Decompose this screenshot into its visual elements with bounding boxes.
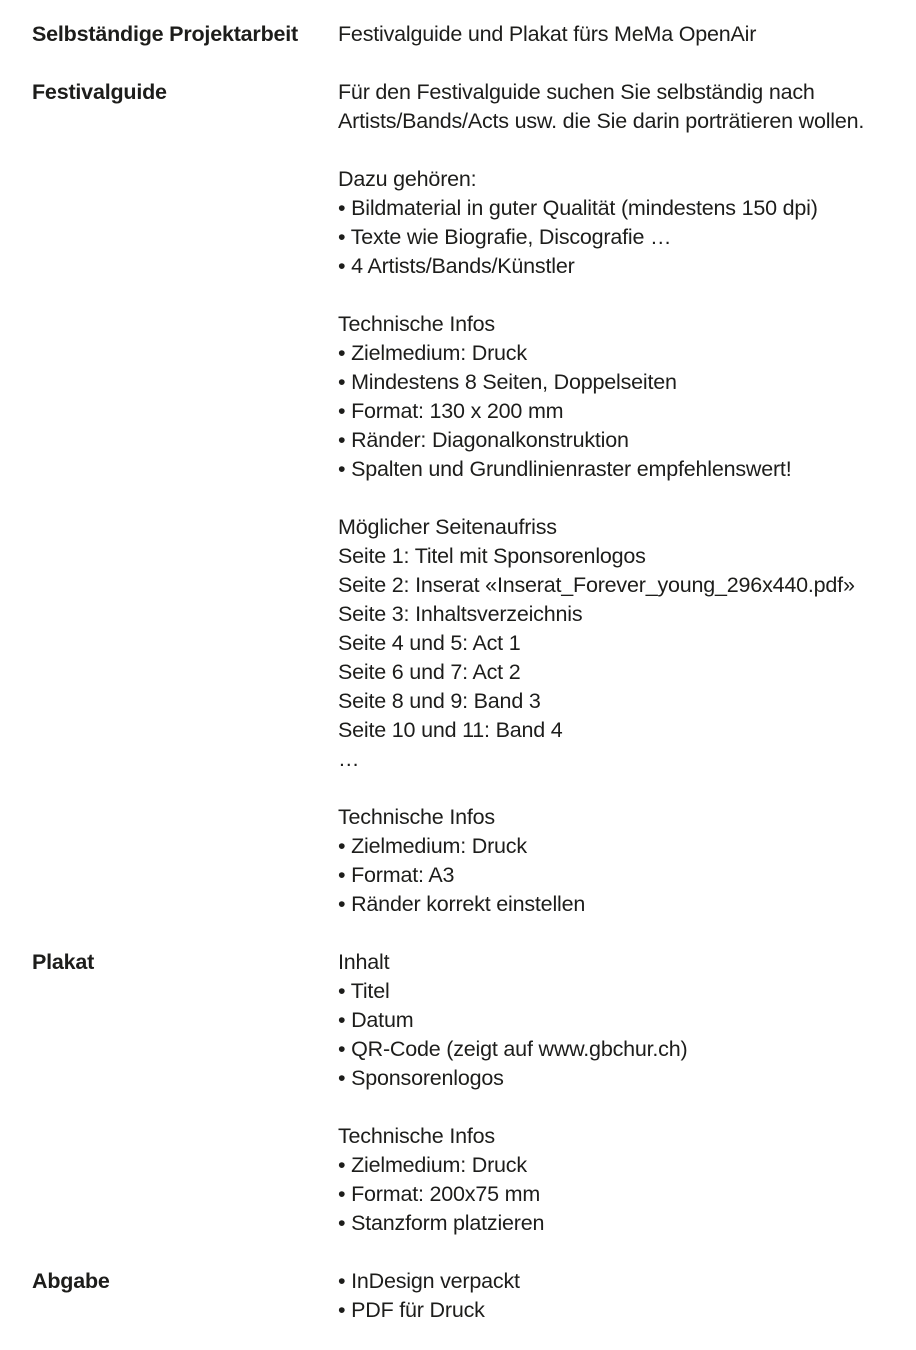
text-line: • Format: 130 x 200 mm [338, 399, 564, 423]
text-line: Inhalt [338, 950, 390, 974]
text-line: • Spalten und Grundlinienraster empfehlenswert! [338, 457, 792, 481]
text-line: • InDesign verpackt [338, 1269, 520, 1293]
text-line: • Zielmedium: Druck [338, 341, 527, 365]
section-content [338, 20, 906, 49]
text-line: Artists/Bands/Acts usw. die Sie darin porträtieren wollen. [338, 109, 865, 133]
section-festivalguide [32, 78, 906, 919]
text-line: • Ränder: Diagonalkonstruktion [338, 428, 629, 452]
text-line: Seite 8 und 9: Band 3 [338, 689, 541, 713]
text-line: Festivalguide und Plakat fürs MeMa OpenAir [338, 22, 757, 46]
text-line: Technische Infos [338, 805, 495, 829]
text-line: Seite 4 und 5: Act 1 [338, 631, 521, 655]
text-line: Seite 1: Titel mit Sponsorenlogos [338, 544, 646, 568]
text-line: Technische Infos [338, 1124, 495, 1148]
text-block [338, 310, 906, 484]
section-label: Plakat [32, 950, 95, 974]
text-line: Möglicher Seitenaufriss [338, 515, 557, 539]
text-block [338, 1122, 906, 1238]
text-line: • Texte wie Biografie, Discografie … [338, 225, 672, 249]
text-line: Seite 6 und 7: Act 2 [338, 660, 521, 684]
text-line: Technische Infos [338, 312, 495, 336]
text-line: • Sponsorenlogos [338, 1066, 504, 1090]
text-block [338, 165, 906, 281]
text-line: • Datum [338, 1008, 414, 1032]
section-label: Festivalguide [32, 80, 167, 104]
text-block [338, 78, 906, 136]
text-line: Seite 10 und 11: Band 4 [338, 718, 563, 742]
text-block [338, 948, 906, 1093]
text-line: Seite 2: Inserat «Inserat_Forever_young_296x440.pdf» [338, 573, 855, 597]
section-projektarbeit [32, 20, 906, 49]
section-plakat [32, 948, 906, 1238]
text-block [338, 1267, 906, 1325]
text-line: • Bildmaterial in guter Qualität (mindestens 150 dpi) [338, 196, 818, 220]
text-line: … [338, 747, 360, 771]
text-line: • Zielmedium: Druck [338, 1153, 527, 1177]
text-line: • Format: 200x75 mm [338, 1182, 541, 1206]
text-line: • Titel [338, 979, 390, 1003]
text-line: • Stanzform platzieren [338, 1211, 545, 1235]
text-line: Für den Festivalguide suchen Sie selbständig nach [338, 80, 815, 104]
text-line: • 4 Artists/Bands/Künstler [338, 254, 575, 278]
text-block [338, 803, 906, 919]
text-line: • Zielmedium: Druck [338, 834, 527, 858]
section-content [338, 78, 906, 919]
text-line: • QR-Code (zeigt auf www.gbchur.ch) [338, 1037, 688, 1061]
section-content [338, 948, 906, 1238]
text-line: • Ränder korrekt einstellen [338, 892, 586, 916]
text-line: • Mindestens 8 Seiten, Doppelseiten [338, 370, 677, 394]
section-label: Abgabe [32, 1269, 110, 1293]
section-label: Selbständige Projektarbeit [32, 22, 299, 46]
text-line: Dazu gehören: [338, 167, 477, 191]
text-line: • PDF für Druck [338, 1298, 485, 1322]
section-abgabe [32, 1267, 906, 1325]
text-line: • Format: A3 [338, 863, 455, 887]
text-block [338, 20, 906, 49]
section-content [338, 1267, 906, 1325]
text-block [338, 513, 906, 774]
text-line: Seite 3: Inhaltsverzeichnis [338, 602, 583, 626]
